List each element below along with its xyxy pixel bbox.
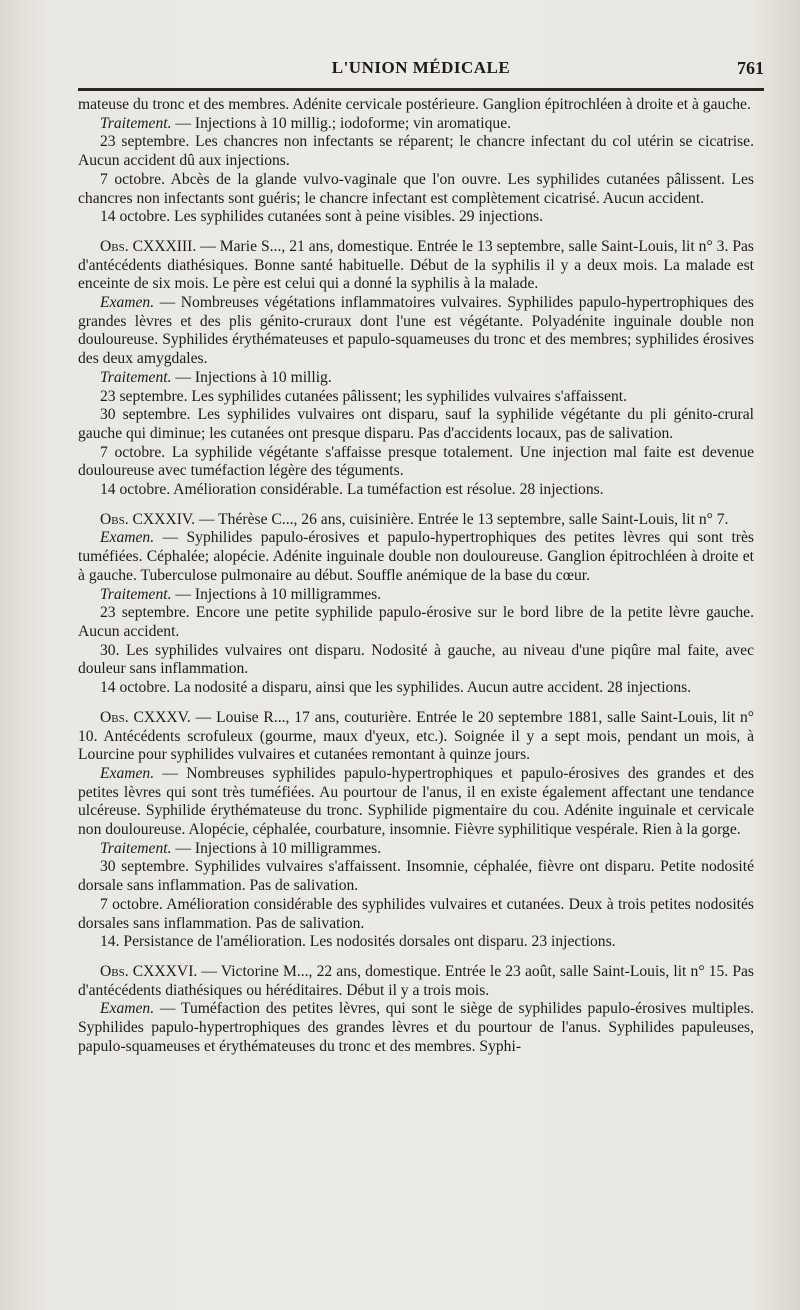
paragraph	[78, 115, 754, 134]
section-label: Examen.	[100, 529, 155, 547]
paragraph	[78, 529, 754, 585]
observation-heading-paragraph	[78, 963, 754, 1000]
paragraph-text: 7 octobre. Abcès de la glande vulvo-vaginale que l'on ouvre. Les syphilides cutanées pâlissent. Les chancres non infectants sont guéris; le chancre infectant est complètement cicatrisé. Aucun accident.	[78, 170, 754, 207]
paragraph-text: — Marie S..., 21 ans, domestique. Entrée le 13 septembre, salle Saint-Louis, lit n° 3. Pas d'antécédents diathésiques. Bonne santé habituelle. Début de la syphilis il y a deux mois. La malade est enceinte de six mois. Le père est celui qui a donné la syphilis à la malade.	[78, 237, 754, 293]
running-title: L'UNION MÉDICALE	[331, 58, 511, 77]
paragraph	[78, 642, 754, 679]
observation-number: Obs. CXXXIII.	[100, 237, 197, 255]
paragraph	[78, 679, 754, 698]
section-label: Examen.	[100, 294, 155, 312]
paragraph	[78, 171, 754, 208]
paragraph	[78, 96, 754, 115]
paragraph	[78, 586, 754, 605]
observation-heading-paragraph	[78, 238, 754, 294]
observation-number: Obs. CXXXV.	[100, 708, 191, 726]
paragraph	[78, 933, 754, 952]
paragraph	[78, 208, 754, 227]
section-label: Traitement.	[100, 368, 172, 386]
paragraph	[78, 765, 754, 840]
paragraph-text: 23 septembre. Encore une petite syphilide papulo-érosive sur le bord libre de la petite lèvre gauche. Aucun accident.	[78, 604, 754, 640]
paragraph-text: — Injections à 10 milligrammes.	[171, 839, 382, 857]
paragraph-text: — Thérèse C..., 26 ans, cuisinière. Entrée le 13 septembre, salle Saint-Louis, lit n° 7.	[195, 510, 729, 528]
paragraph	[78, 133, 754, 170]
text-body	[78, 96, 754, 1056]
observation-heading-paragraph	[78, 709, 754, 765]
section-label: Traitement.	[100, 585, 172, 603]
paragraph	[78, 858, 754, 895]
paragraph	[78, 840, 754, 859]
paragraph	[78, 294, 754, 369]
paragraph-text: — Victorine M..., 22 ans, domestique. Entrée le 23 août, salle Saint-Louis, lit n° 15. Pas d'antécédents diathésiques ou héréditaires. Début il y a trois mois.	[78, 962, 754, 999]
paragraph-text: — Tuméfaction des petites lèvres, qui sont le siège de syphilides papulo-érosives multiples. Syphilides papulo-hypertrophiques des grandes lèvres et du pourtour de l'anus. Syphilides papuleuses, papulo-squameuses et érythémateuses du tronc et des membres. Syphi-	[78, 1000, 754, 1055]
paragraph-text: — Nombreuses syphilides papulo-hypertrophiques et papulo-érosives des grandes et des petites lèvres qui sont très tuméfiées. Au pourtour de l'anus, il en existe également affectant une tendance ulcéreuse. Syphilide érythémateuse du tronc. Syphilide pigmentaire du cou. Adénite inguinale et cervicale non douloureuse. Alopécie, céphalée, courbature, insomnie. Fièvre syphilitique vespérale. Rien à la gorge.	[78, 764, 754, 839]
paragraph-text: 14. Persistance de l'amélioration. Les nodosités dorsales ont disparu. 23 injections.	[100, 933, 616, 951]
section-label: Examen.	[100, 1000, 155, 1018]
section-label: Examen.	[100, 764, 155, 782]
paragraph-text: mateuse du tronc et des membres. Adénite cervicale postérieure. Ganglion épitrochléen à droite et à gauche.	[78, 96, 751, 113]
paragraph	[78, 369, 754, 388]
paragraph-text: 7 octobre. Amélioration considérable des syphilides vulvaires et cutanées. Deux à trois petites nodosités dorsales sans inflammation. Pas de salivation.	[78, 895, 754, 932]
paragraph-text: — Louise R..., 17 ans, couturière. Entrée le 20 septembre 1881, salle Saint-Louis, lit n° 10. Antécédents scrofuleux (gourme, maux d'yeux, etc.). Soignée il y a sept mois, pendant un mois, à Lourcine pour syphilides vulvaires et cutanées remontant à quinze jours.	[78, 708, 754, 764]
paragraph-text: 23 septembre. Les chancres non infectants se réparent; le chancre infectant du col utérin se cicatrise. Aucun accident dû aux injections.	[78, 133, 754, 170]
paragraph-text: — Injections à 10 milligrammes.	[171, 585, 382, 603]
section-label: Traitement.	[100, 839, 172, 857]
section-label: Traitement.	[100, 114, 172, 132]
paragraph-text: 30 septembre. Syphilides vulvaires s'affaissent. Insomnie, céphalée, fièvre ont disparu. Petite nodosité dorsale sans inflammation. Pas de salivation.	[78, 858, 754, 895]
paragraph	[78, 1000, 754, 1056]
observation-number: Obs. CXXXVI.	[100, 962, 198, 980]
paragraph-text: — Injections à 10 millig.	[171, 368, 332, 386]
paragraph-text: — Injections à 10 millig.; iodoforme; vin aromatique.	[171, 114, 512, 132]
paragraph	[78, 896, 754, 933]
paragraph	[78, 388, 754, 407]
paragraph-text: 14 octobre. Les syphilides cutanées sont à peine visibles. 29 injections.	[100, 208, 544, 226]
paragraph-text: — Nombreuses végétations inflammatoires vulvaires. Syphilides papulo-hypertrophiques des grandes lèvres et des plis génito-cruraux dont l'une est végétante. Polyadénite inguinale double non douloureuse. Syphilides érythémateuses et papulo-squameuses du tronc et des membres; syphilides érosives des deux amygdales.	[78, 294, 754, 368]
page-number: 761	[737, 58, 764, 78]
paragraph-text: 23 septembre. Les syphilides cutanées pâlissent; les syphilides vulvaires s'affaissent.	[100, 387, 627, 405]
header-rule	[78, 88, 764, 91]
paragraph-text: 30. Les syphilides vulvaires ont disparu. Nodosité à gauche, au niveau d'une piqûre mal faite, avec douleur sans inflammation.	[78, 641, 754, 678]
observation-heading-paragraph	[78, 511, 754, 530]
paragraph-text: 7 octobre. La syphilide végétante s'affaisse presque totalement. Une injection mal faite est devenue douloureuse avec tuméfaction légère des téguments.	[78, 443, 754, 480]
paragraph-text: 14 octobre. Amélioration considérable. La tuméfaction est résolue. 28 injections.	[100, 481, 604, 499]
paragraph	[78, 406, 754, 443]
page-header	[78, 52, 764, 86]
paragraph-text: 14 octobre. La nodosité a disparu, ainsi que les syphilides. Aucun autre accident. 28 injections.	[100, 679, 692, 697]
observation-number: Obs. CXXXIV.	[100, 510, 196, 528]
paragraph	[78, 444, 754, 481]
paragraph	[78, 481, 754, 500]
paragraph-text: — Syphilides papulo-érosives et papulo-hypertrophiques des petites lèvres qui sont très tuméfiées. Céphalée; alopécie. Adénite inguinale double non douloureuse. Ganglion épitrochléen à droite et à gauche. Tuberculose pulmonaire au début. Souffle anémique de la base du cœur.	[78, 529, 754, 584]
paragraph-text: 30 septembre. Les syphilides vulvaires ont disparu, sauf la syphilide végétante du pli génito-crural gauche qui diminue; les cutanées ont presque disparu. Pas d'accidents locaux, pas de salivation.	[78, 406, 754, 442]
paragraph	[78, 604, 754, 641]
